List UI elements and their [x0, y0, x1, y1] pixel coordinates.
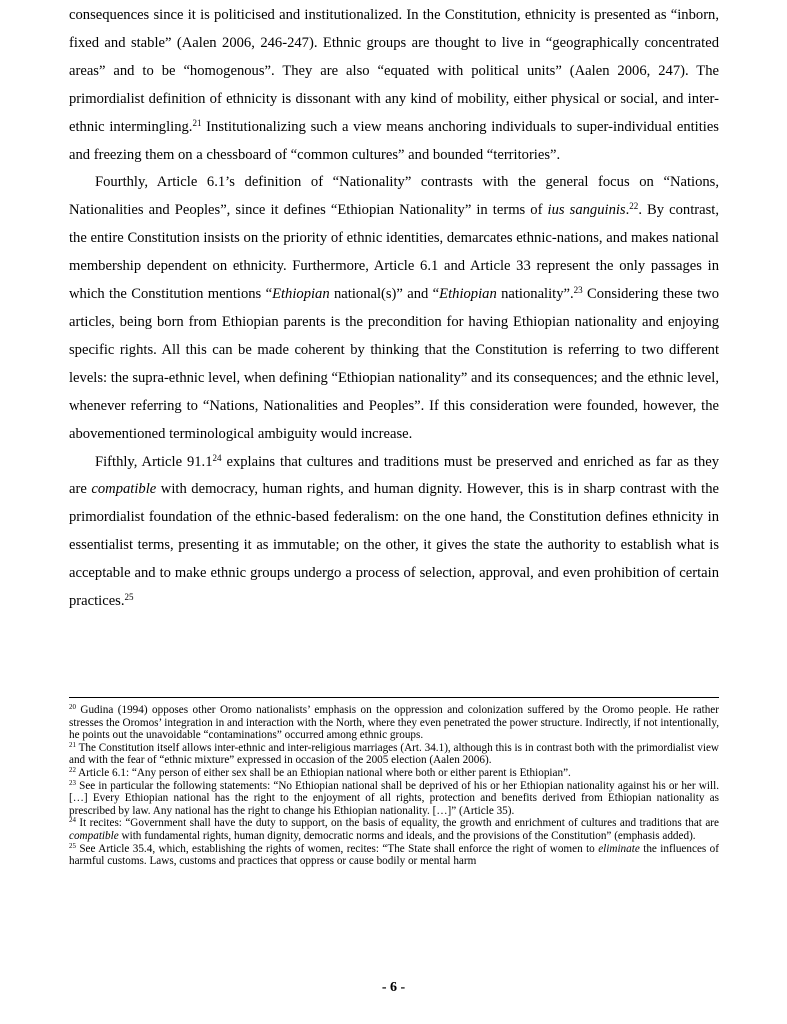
- page-number: - 6 -: [381, 980, 406, 995]
- footnote-separator: [69, 697, 719, 698]
- paragraph-3-text-b: explains that cultures and traditions must be preserved and enriched as far as they are: [69, 453, 720, 498]
- paragraph-2-italic-3: Ethiopian: [439, 286, 497, 303]
- footnote-number: 25: [69, 841, 76, 850]
- footnote-italic: compatible: [69, 829, 119, 842]
- footnote-25: [69, 843, 719, 868]
- footnote-22: [69, 767, 719, 780]
- footnote-number: 21: [69, 740, 76, 749]
- footnote-text-a: See Article 35.4, which, establishing the rights of women, recites: “The State shall enforce the right of women to: [75, 842, 599, 855]
- paragraph-2-text-e: nationality”.: [496, 286, 574, 303]
- footnote-ref-22[interactable]: 22: [629, 201, 639, 212]
- footnote-number: 20: [69, 703, 76, 712]
- paragraph-2-italic-2: Ethiopian: [272, 286, 330, 303]
- footnote-number: 24: [69, 816, 76, 825]
- footnotes: [69, 704, 719, 868]
- footnote-text: The Constitution itself allows inter-ethnic and inter-religious marriages (Art. 34.1), although this is in contrast both with the primordialist view and with the fear of “ethnic mixture” expressed in occasion of the 2005 election (Aalen 2006).: [69, 741, 719, 767]
- footnote-text: See in particular the following statements: “No Ethiopian national shall be deprived of his or her Ethiopian nationality against his or her will. […] Every Ethiopian national has the right to the enjoyment of all rights, protection and benefits derived from Ethiopian nationality as prescribed by law. Any national has the right to change his Ethiopian nationality. […]” (Article 35).: [69, 779, 719, 817]
- footnote-text: Article 6.1: “Any person of either sex shall be an Ethiopian national where both or either parent is Ethiopian”.: [75, 766, 571, 779]
- paragraph-2-text-d: national(s)” and “: [329, 286, 440, 303]
- paragraph-2-text-a: Fourthly, Article 6.1’s definition of “Nationality” contrasts with the general focus on “Nations, Nationalities and Peoples”, since it defines “Ethiopian Nationality” in terms of: [69, 174, 719, 219]
- paragraph-2: [69, 169, 719, 448]
- footnote-ref-21[interactable]: 21: [192, 117, 202, 128]
- paragraph-1-text-a: consequences since it is politicised and institutionalized. In the Constitution, ethnicity is presented as “inborn, fixed and stable” (Aalen 2006, 246-247). Ethnic groups are thought to live in “geographically concentrated areas” and to be “homogenous”. They are also “equated with political units” (Aalen 2006, 247). The primordialist definition of ethnicity is dissonant with any kind of mobility, either physical or social, and inter-ethnic intermingling.: [69, 7, 719, 135]
- footnote-23: [69, 780, 719, 818]
- footnote-number: 23: [69, 778, 76, 787]
- footnote-text: Gudina (1994) opposes other Oromo nationalists’ emphasis on the oppression and colonization suffered by the Oromo people. He rather stresses the Oromos’ integration in and interaction with the North, where they even penetrated the power structure. Indirectly, if not intentionally, he points out the unavoidable “contaminations” occurred among ethnic groups.: [69, 704, 719, 742]
- paragraph-1-text-b: Institutionalizing such a view means anchoring individuals to super-individual entities and freezing them on a chessboard of “common cultures” and bounded “territories”.: [69, 118, 719, 163]
- paragraph-3-italic: compatible: [91, 481, 157, 498]
- footnote-number: 22: [69, 766, 76, 775]
- paragraph-1: [69, 2, 719, 169]
- footnote-20: [69, 704, 719, 742]
- footnote-text-a: It recites: “Government shall have the duty to support, on the basis of equality, the growth and enrichment of cultures and traditions that are: [75, 817, 719, 830]
- footnote-text-b: with fundamental rights, human dignity, democratic norms and ideals, and the provisions of the Constitution” (emphasis added).: [118, 829, 696, 842]
- paragraph-2-italic: ius sanguinis: [547, 202, 626, 219]
- footnote-24: [69, 817, 719, 842]
- footnote-21: [69, 742, 719, 767]
- footnote-ref-23[interactable]: 23: [573, 285, 583, 296]
- paragraph-2-text-b: .: [625, 202, 630, 219]
- footnote-italic: eliminate: [598, 842, 640, 855]
- paragraph-2-text-f: Considering these two articles, being born from Ethiopian parents is the precondition for having Ethiopian nationality and enjoying specific rights. All this can be made coherent by thinking that the Constitution is referring to two different levels: the supra-ethnic level, when defining “Ethiopian nationality” and its consequences; and the ethnic level, whenever referring to “Nations, Nationalities and Peoples”. If this consideration were founded, however, the abovementioned terminological ambiguity would increase.: [69, 286, 719, 442]
- paragraph-3-text-a: Fifthly, Article 91.1: [95, 453, 213, 470]
- footnote-ref-24[interactable]: 24: [212, 452, 222, 463]
- body-text: [69, 2, 719, 616]
- footnote-ref-25[interactable]: 25: [124, 592, 134, 603]
- paragraph-3: [69, 449, 719, 616]
- paragraph-3-text-c: with democracy, human rights, and human dignity. However, this is in sharp contrast with the primordialist foundation of the ethnic-based federalism: on the one hand, the Constitution defines ethnicity in essentialist terms, presenting it as immutable; on the other, it gives the state the authority to establish what is acceptable and to make ethnic groups undergo a process of selection, approval, and even prohibition of certain practices.: [69, 481, 719, 610]
- paragraph-2-text-c: . By contrast, the entire Constitution insists on the priority of ethnic identities, demarcates ethnic-nations, and makes national membership dependent on ethnicity. Furthermore, Article 6.1 and Article 33 represent the only passages in which the Constitution mentions “: [69, 202, 719, 303]
- footnote-text-b: the influences of harmful customs. Laws, customs and practices that oppress or cause bodily or mental harm: [69, 842, 719, 868]
